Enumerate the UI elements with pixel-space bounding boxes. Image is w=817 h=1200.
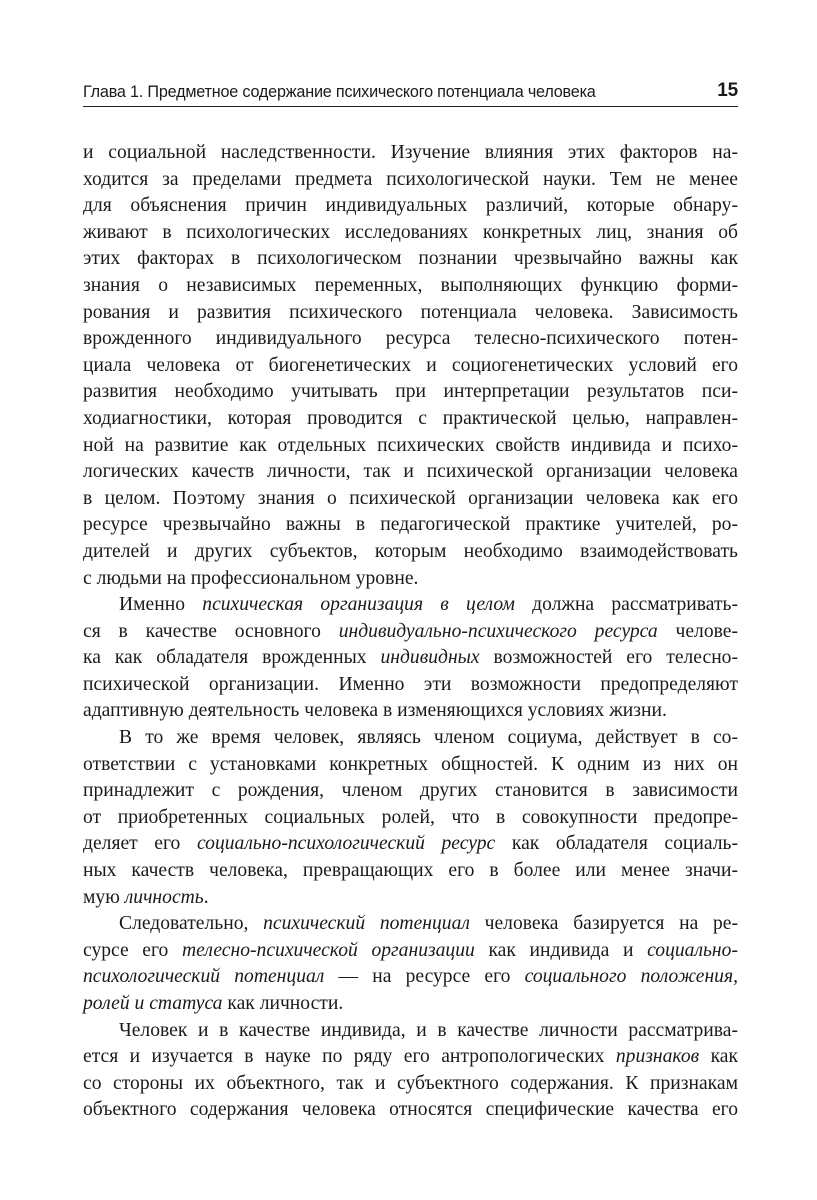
paragraph: [83, 592, 738, 725]
text-run: ся в качестве основного: [83, 620, 339, 642]
text-run: рования и развития психического потенциала человека. Зависимость: [83, 301, 738, 323]
text-line: [83, 938, 738, 965]
text-run: с людьми на профессиональном уровне.: [83, 567, 419, 589]
text-line: [83, 379, 738, 406]
text-run: В то же время человек, являясь членом социума, действует в со-: [119, 727, 738, 749]
text-line: [83, 964, 738, 991]
text-run: .: [203, 886, 209, 908]
italic-term: социально-: [647, 939, 738, 961]
text-line: [83, 645, 738, 672]
text-run: и социальной наследственности. Изучение влияния этих факторов на-: [83, 142, 738, 163]
text-line: [83, 752, 738, 779]
text-line: [83, 353, 738, 380]
text-line: [83, 246, 738, 273]
text-line: [83, 539, 738, 566]
text-run: ной на развитие как отдельных психических свойств индивида и психо-: [83, 434, 738, 456]
text-run: логических качеств личности, так и психической организации человека: [83, 461, 738, 483]
text-run: Человек и в качестве индивида, и в качестве личности рассматрива-: [119, 1019, 738, 1041]
text-run: возможностей его телесно-: [479, 647, 738, 669]
text-run: должна рассматривать-: [514, 594, 738, 616]
text-line: [83, 140, 738, 167]
text-run: ходиагностики, которая проводится с практической целью, направлен-: [83, 407, 738, 429]
paragraph: [83, 725, 738, 911]
text-run: объектного содержания человека относятся специфические качества его: [83, 1099, 738, 1121]
text-run: для объяснения причин индивидуальных различий, которые обнару-: [83, 195, 738, 217]
text-line: [83, 300, 738, 327]
paragraph: [83, 911, 738, 1017]
text-run: этих факторах в психологическом познании чрезвычайно важны как: [83, 248, 738, 270]
text-run: Именно: [119, 594, 203, 616]
text-line: [83, 326, 738, 353]
italic-term: психическая организация в целом: [202, 594, 515, 616]
text-run: развития необходимо учитывать при интерпретации результатов пси-: [83, 381, 738, 403]
text-line: [83, 592, 738, 619]
text-run: деляет его: [83, 833, 197, 855]
text-line: [83, 167, 738, 194]
text-line: [83, 512, 738, 539]
text-line: [83, 619, 738, 646]
italic-term: личность: [124, 886, 204, 908]
text-line: [83, 885, 738, 912]
text-line: [83, 566, 738, 593]
body-text: [83, 140, 738, 1124]
chapter-title: Глава 1. Предметное содержание психического потенциала человека: [83, 83, 596, 101]
text-run: ресурсе чрезвычайно важны в педагогической практике учителей, ро-: [83, 514, 738, 536]
text-run: циала человека от биогенетических и социогенетических условий его: [83, 354, 738, 376]
text-line: [83, 725, 738, 752]
text-line: [83, 991, 738, 1018]
text-line: [83, 1018, 738, 1045]
text-run: психической организации. Именно эти возможности предопределяют: [83, 673, 738, 695]
text-run: врожденного индивидуального ресурса телесно-психического потен-: [83, 328, 738, 350]
text-run: — на ресурсе его: [324, 966, 525, 988]
italic-term: индивидных: [380, 647, 480, 669]
text-line: [83, 406, 738, 433]
text-run: человека базируется на ре-: [469, 913, 738, 935]
text-line: [83, 831, 738, 858]
text-line: [83, 433, 738, 460]
text-run: как личности.: [222, 993, 344, 1014]
italic-term: социального положения,: [524, 966, 738, 988]
text-run: ходится за пределами предмета психологической науки. Тем не менее: [83, 168, 738, 190]
italic-term: социально-психологический ресурс: [196, 833, 496, 855]
text-run: принадлежит с рождения, членом других становится в зависимости: [83, 780, 738, 802]
text-line: [83, 778, 738, 805]
text-run: от приобретенных социальных ролей, что в совокупности предопре-: [83, 806, 738, 828]
paragraph: [83, 140, 738, 592]
text-line: [83, 486, 738, 513]
text-run: в целом. Поэтому знания о психической организации человека как его: [83, 487, 738, 509]
text-run: живают в психологических исследованиях конкретных лиц, знания об: [83, 221, 738, 243]
text-run: как обладателя социаль-: [495, 833, 738, 855]
text-run: знания о независимых переменных, выполняющих функцию форми-: [83, 274, 738, 296]
italic-term: индивидуально-психического ресурса: [338, 620, 658, 642]
italic-term: психологический потенциал: [83, 966, 325, 988]
italic-term: ролей и статуса: [83, 993, 223, 1014]
text-line: [83, 193, 738, 220]
text-line: [83, 459, 738, 486]
text-line: [83, 1071, 738, 1098]
text-run: ка как обладателя врожденных: [83, 647, 381, 669]
text-run: сурсе его: [83, 939, 182, 961]
text-line: [83, 1044, 738, 1071]
paragraph: [83, 1018, 738, 1124]
text-line: [83, 698, 738, 725]
text-line: [83, 672, 738, 699]
text-run: челове-: [657, 620, 738, 642]
text-run: ется и изучается в науке по ряду его антропологических: [83, 1046, 616, 1068]
text-run: дителей и других субъектов, которым необходимо взаимодействовать: [83, 540, 738, 562]
text-run: мую: [83, 886, 125, 908]
text-line: [83, 220, 738, 247]
running-header: [83, 80, 738, 107]
text-run: адаптивную деятельность человека в изменяющихся условиях жизни.: [83, 700, 667, 722]
text-run: как индивида и: [474, 939, 648, 961]
text-line: [83, 858, 738, 885]
text-line: [83, 911, 738, 938]
italic-term: признаков: [615, 1046, 700, 1068]
text-line: [83, 1097, 738, 1124]
italic-term: телесно-психической организации: [181, 939, 475, 961]
text-line: [83, 273, 738, 300]
text-run: со стороны их объектного, так и субъектного содержания. К признакам: [83, 1072, 738, 1094]
text-run: ответствии с установками конкретных общностей. К одним из них он: [83, 753, 738, 775]
page-number: 15: [717, 80, 738, 101]
text-line: [83, 805, 738, 832]
text-run: ных качеств человека, превращающих его в более или менее значи-: [83, 860, 738, 882]
text-run: как: [699, 1046, 739, 1068]
italic-term: психический потенциал: [263, 913, 470, 935]
text-run: Следовательно,: [119, 913, 264, 935]
